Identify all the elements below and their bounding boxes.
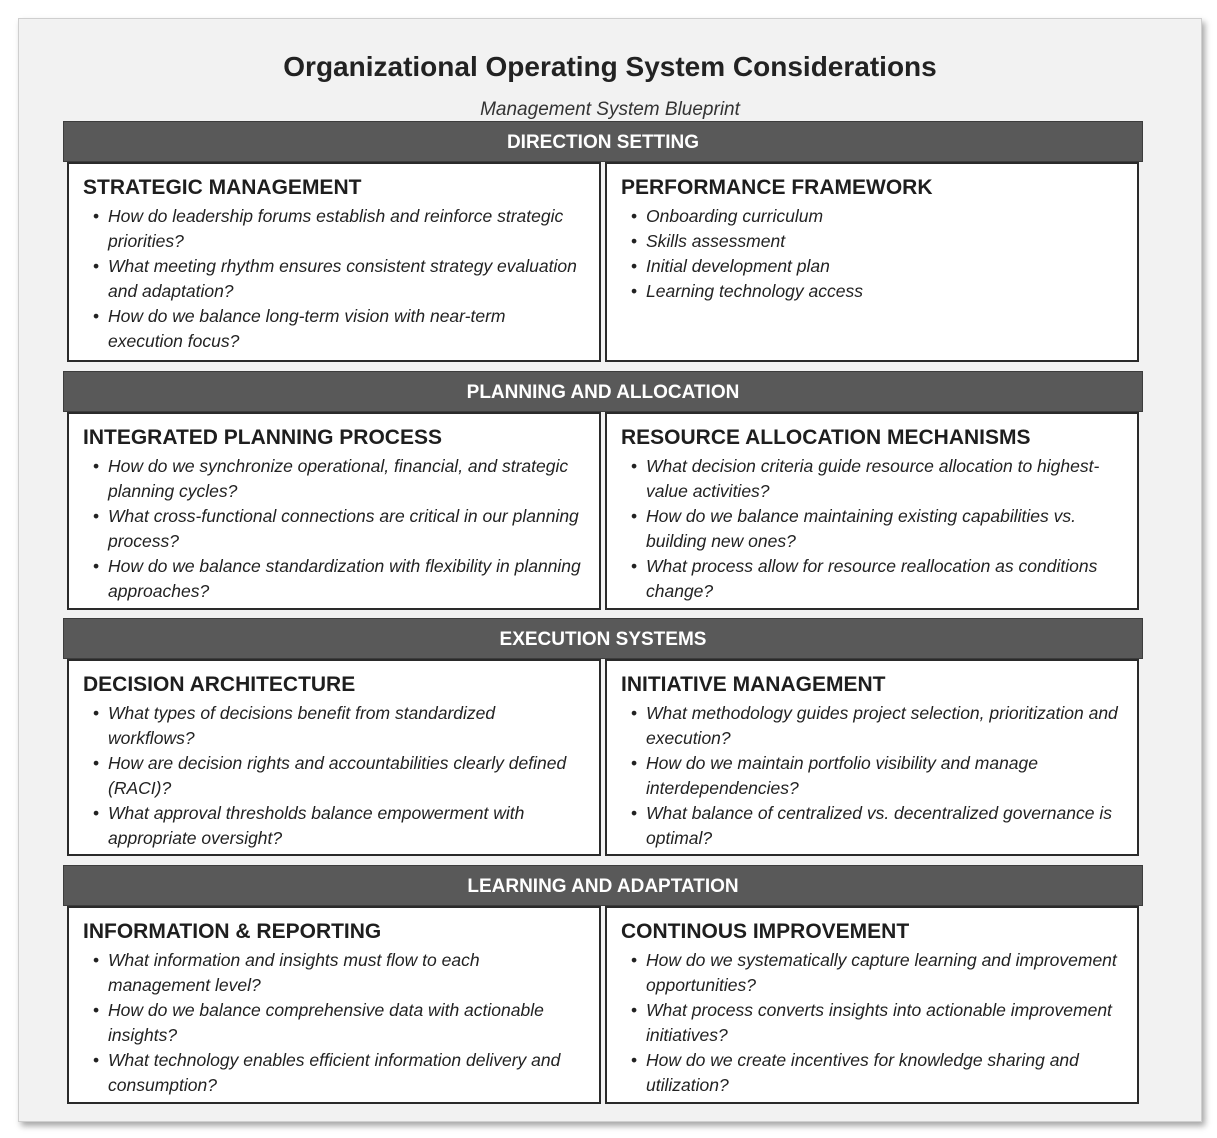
bullet-item: • How do leadership forums establish and reinforce strategic priorities? bbox=[93, 204, 585, 254]
box-title: INFORMATION & REPORTING bbox=[83, 920, 382, 943]
bullet-item: • What meeting rhythm ensures consistent strategy evaluation and adaptation? bbox=[93, 254, 585, 304]
bullet-item: • What process converts insights into actionable improvement initiatives? bbox=[631, 998, 1123, 1048]
bullet-item: • How do we synchronize operational, financial, and strategic planning cycles? bbox=[93, 454, 585, 504]
bullet-list bbox=[621, 454, 1123, 604]
box-initiative-management bbox=[605, 659, 1139, 856]
section-boxes bbox=[63, 412, 1143, 610]
bullet-list bbox=[621, 948, 1123, 1098]
box-continous-improvement bbox=[605, 906, 1139, 1104]
box-title: RESOURCE ALLOCATION MECHANISMS bbox=[621, 426, 1031, 449]
bullet-list bbox=[83, 204, 585, 354]
box-resource-allocation-mechanisms bbox=[605, 412, 1139, 610]
box-strategic-management bbox=[67, 162, 601, 362]
section-learning-and-adaptation bbox=[63, 865, 1143, 1104]
blueprint-page bbox=[18, 18, 1202, 1122]
bullet-item: • What types of decisions benefit from standardized workflows? bbox=[93, 701, 585, 751]
box-title: INITIATIVE MANAGEMENT bbox=[621, 673, 886, 696]
bullet-list bbox=[83, 454, 585, 604]
bullet-item: • What approval thresholds balance empowerment with appropriate oversight? bbox=[93, 801, 585, 851]
bullet-item: • What process allow for resource reallocation as conditions change? bbox=[631, 554, 1123, 604]
bullet-list bbox=[621, 701, 1123, 851]
bullet-item: • Learning technology access bbox=[631, 279, 1123, 304]
bullet-item: • How do we balance standardization with flexibility in planning approaches? bbox=[93, 554, 585, 604]
bullet-item: • Skills assessment bbox=[631, 229, 1123, 254]
bullet-item: • What balance of centralized vs. decentralized governance is optimal? bbox=[631, 801, 1123, 851]
section-boxes bbox=[63, 906, 1143, 1104]
box-integrated-planning-process bbox=[67, 412, 601, 610]
box-title: DECISION ARCHITECTURE bbox=[83, 673, 356, 696]
bullet-list bbox=[83, 948, 585, 1098]
bullet-list bbox=[83, 701, 585, 851]
bullet-item: • What technology enables efficient information delivery and consumption? bbox=[93, 1048, 585, 1098]
section-header: EXECUTION SYSTEMS bbox=[63, 618, 1143, 659]
section-planning-and-allocation bbox=[63, 371, 1143, 610]
box-title: INTEGRATED PLANNING PROCESS bbox=[83, 426, 442, 449]
section-header: DIRECTION SETTING bbox=[63, 121, 1143, 162]
bullet-item: • What methodology guides project selection, prioritization and execution? bbox=[631, 701, 1123, 751]
page-title: Organizational Operating System Considerations bbox=[283, 51, 937, 82]
section-header: LEARNING AND ADAPTATION bbox=[63, 865, 1143, 906]
bullet-item: • How do we balance maintaining existing capabilities vs. building new ones? bbox=[631, 504, 1123, 554]
bullet-item: • What information and insights must flow to each management level? bbox=[93, 948, 585, 998]
box-performance-framework bbox=[605, 162, 1139, 362]
bullet-item: • How do we create incentives for knowledge sharing and utilization? bbox=[631, 1048, 1123, 1098]
bullet-item: • How do we maintain portfolio visibility and manage interdependencies? bbox=[631, 751, 1123, 801]
section-execution-systems bbox=[63, 618, 1143, 856]
page-subtitle: Management System Blueprint bbox=[480, 99, 740, 120]
box-title: STRATEGIC MANAGEMENT bbox=[83, 176, 362, 199]
bullet-item: • Initial development plan bbox=[631, 254, 1123, 279]
bullet-list bbox=[621, 204, 1123, 304]
bullet-item: • How do we balance long-term vision with near-term execution focus? bbox=[93, 304, 585, 354]
bullet-item: • Onboarding curriculum bbox=[631, 204, 1123, 229]
bullet-item: • How are decision rights and accountabilities clearly defined (RACI)? bbox=[93, 751, 585, 801]
section-header: PLANNING AND ALLOCATION bbox=[63, 371, 1143, 412]
box-decision-architecture bbox=[67, 659, 601, 856]
section-direction-setting bbox=[63, 121, 1143, 362]
section-boxes bbox=[63, 659, 1143, 856]
section-boxes bbox=[63, 162, 1143, 362]
bullet-item: • What cross-functional connections are critical in our planning process? bbox=[93, 504, 585, 554]
bullet-item: • What decision criteria guide resource allocation to highest-value activities? bbox=[631, 454, 1123, 504]
box-title: PERFORMANCE FRAMEWORK bbox=[621, 176, 933, 199]
box-title: CONTINOUS IMPROVEMENT bbox=[621, 920, 910, 943]
bullet-item: • How do we systematically capture learning and improvement opportunities? bbox=[631, 948, 1123, 998]
box-information-and-reporting bbox=[67, 906, 601, 1104]
bullet-item: • How do we balance comprehensive data with actionable insights? bbox=[93, 998, 585, 1048]
